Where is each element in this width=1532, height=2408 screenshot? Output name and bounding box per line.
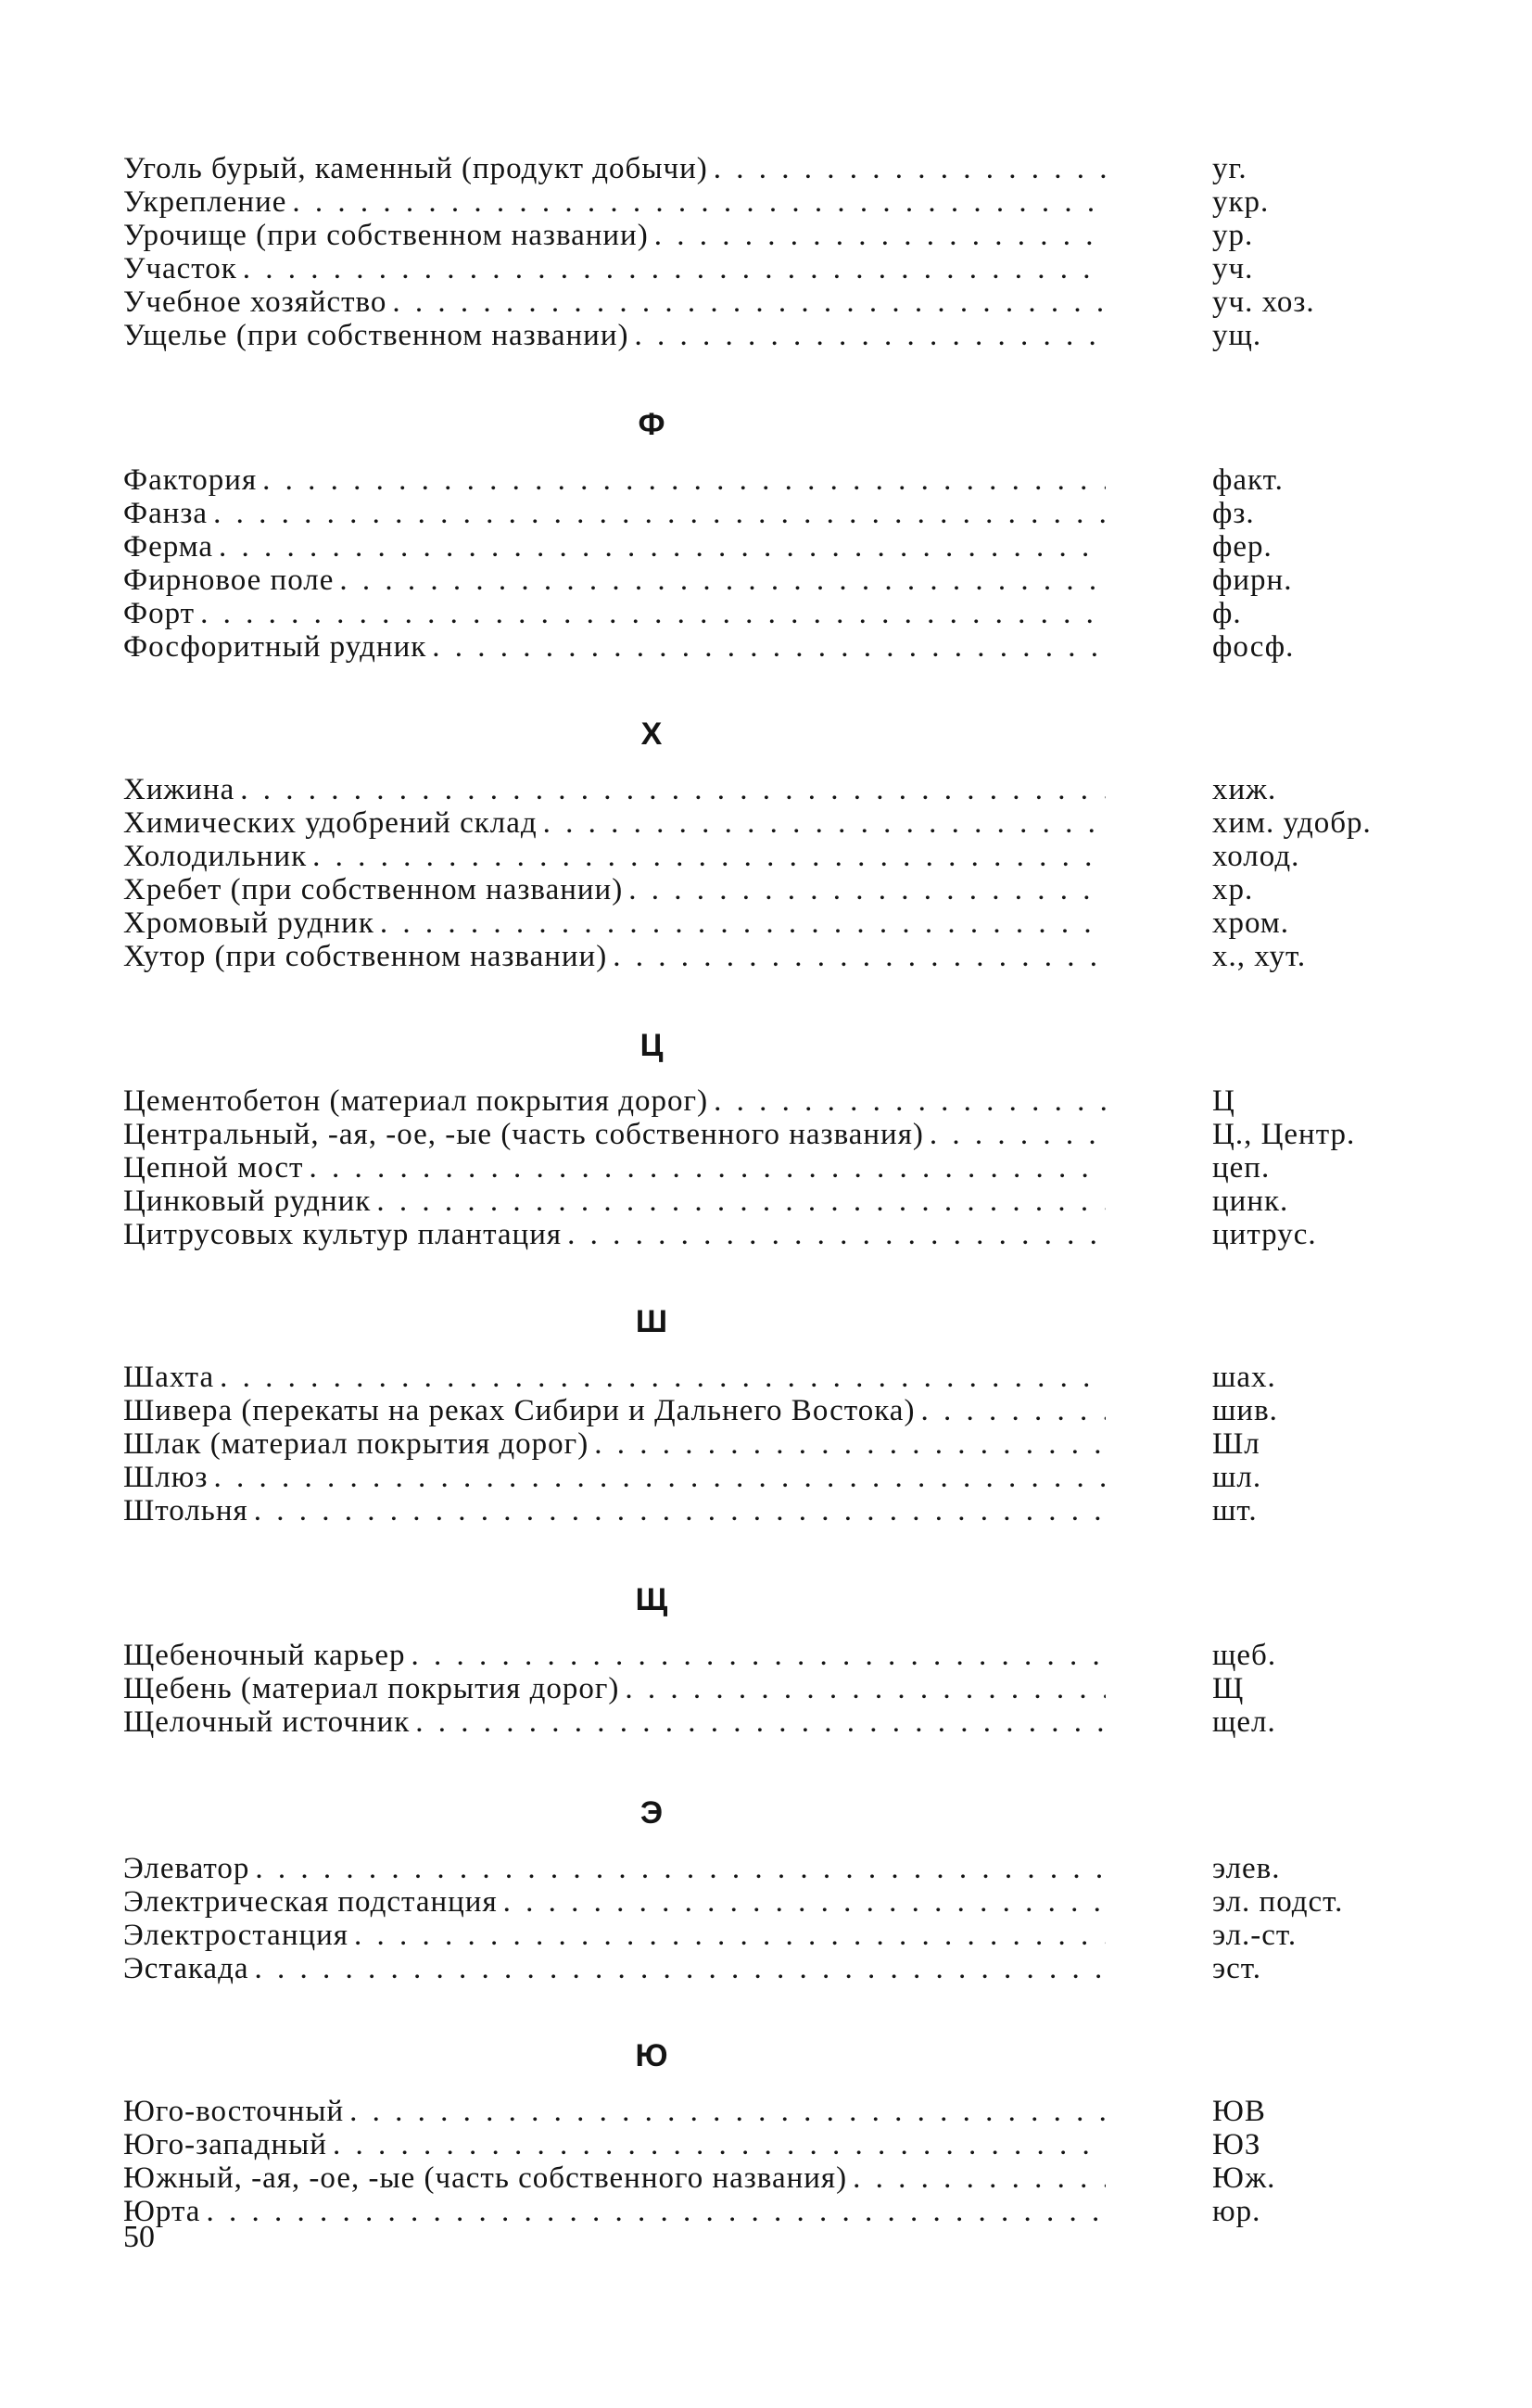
entry-row — [123, 185, 1412, 219]
entry-row — [123, 806, 1412, 840]
dot-leader — [255, 1852, 1106, 1885]
section-letter-heading: Ш — [635, 1304, 668, 1339]
section-continued — [123, 152, 1412, 352]
entry-row — [123, 773, 1412, 806]
entry-row — [123, 840, 1412, 873]
entry-abbreviation: цитрус. — [1212, 1218, 1317, 1251]
entry-term: Урочище (при собственном названии) — [123, 219, 649, 252]
dot-leader — [339, 564, 1106, 597]
entry-abbreviation: хим. удобр. — [1212, 806, 1372, 840]
dot-leader — [292, 185, 1106, 219]
section-Ф — [123, 406, 1412, 664]
section-Ц — [123, 1027, 1412, 1251]
entry-term: Шахта — [123, 1361, 215, 1394]
entry-row — [123, 2128, 1412, 2161]
dot-leader — [920, 1394, 1106, 1427]
dot-leader — [380, 906, 1106, 940]
entry-term: Юго-западный — [123, 2128, 327, 2161]
entry-term: Щебень (материал покрытия дорог) — [123, 1672, 620, 1705]
dot-leader — [262, 463, 1106, 497]
dot-leader — [415, 1705, 1106, 1739]
entry-abbreviation: цинк. — [1212, 1185, 1289, 1218]
section-Э — [123, 1794, 1412, 1985]
dot-leader — [634, 319, 1106, 352]
entry-row — [123, 463, 1412, 497]
entry-term: Штольня — [123, 1494, 248, 1527]
entry-row — [123, 2095, 1412, 2128]
dot-leader — [349, 2095, 1106, 2128]
entry-abbreviation: хиж. — [1212, 773, 1277, 806]
section-Щ — [123, 1581, 1412, 1739]
dot-leader — [200, 597, 1106, 630]
section-letter-heading: Щ — [635, 1582, 668, 1617]
entry-term: Центральный, -ая, -ое, -ые (часть собственного названия) — [123, 1118, 924, 1151]
entry-term: Хромовый рудник — [123, 906, 374, 940]
entry-abbreviation: Щ — [1212, 1672, 1245, 1705]
entry-abbreviation: цеп. — [1212, 1151, 1271, 1185]
entry-term: Шлюз — [123, 1461, 209, 1494]
section-letter-heading: Ц — [639, 1028, 664, 1063]
dot-leader — [220, 1361, 1106, 1394]
dot-leader — [312, 840, 1106, 873]
dot-leader — [543, 806, 1106, 840]
entry-term: Цитрусовых культур плантация — [123, 1218, 563, 1251]
entry-term: Электростанция — [123, 1919, 348, 1952]
dot-leader — [254, 1494, 1106, 1527]
dot-leader — [714, 152, 1106, 185]
entry-abbreviation: холод. — [1212, 840, 1300, 873]
section-letter-heading: Ф — [638, 407, 665, 442]
entry-term: Хижина — [123, 773, 235, 806]
dot-leader — [213, 1461, 1106, 1494]
entry-term: Юрта — [123, 2195, 201, 2228]
entry-row — [123, 564, 1412, 597]
entry-abbreviation: уч. хоз. — [1212, 285, 1315, 319]
entry-term: Электрическая подстанция — [123, 1885, 498, 1919]
entry-row — [123, 252, 1412, 285]
entry-row — [123, 219, 1412, 252]
entry-abbreviation: фер. — [1212, 530, 1272, 564]
entry-row — [123, 1218, 1412, 1251]
entry-abbreviation: элев. — [1212, 1852, 1281, 1885]
entry-term: Форт — [123, 597, 196, 630]
entry-term: Ущелье (при собственном названии) — [123, 319, 629, 352]
entry-abbreviation: шт. — [1212, 1494, 1258, 1527]
dot-leader — [503, 1885, 1106, 1919]
dot-leader — [354, 1919, 1106, 1952]
entry-row — [123, 1852, 1412, 1885]
entry-row — [123, 1394, 1412, 1427]
entry-row — [123, 630, 1412, 664]
entry-term: Фосфоритный рудник — [123, 630, 427, 664]
entry-abbreviation: ЮЗ — [1212, 2128, 1261, 2161]
entry-row — [123, 940, 1412, 973]
entry-row — [123, 2195, 1412, 2228]
section-letter-heading: Э — [639, 1795, 664, 1831]
dot-leader — [240, 773, 1106, 806]
entry-term: Фанза — [123, 497, 209, 530]
abbreviation-list — [123, 152, 1412, 2228]
entry-abbreviation: ф. — [1212, 597, 1242, 630]
entry-row — [123, 906, 1412, 940]
dot-leader — [654, 219, 1106, 252]
entry-row — [123, 1672, 1412, 1705]
entry-term: Щебеночный карьер — [123, 1639, 406, 1672]
section-Ш — [123, 1303, 1412, 1527]
entry-row — [123, 1084, 1412, 1118]
entry-term: Щелочный источник — [123, 1705, 411, 1739]
entry-abbreviation: фз. — [1212, 497, 1255, 530]
entry-term: Хребет (при собственном названии) — [123, 873, 624, 906]
entry-row — [123, 497, 1412, 530]
entry-term: Фирновое поле — [123, 564, 335, 597]
entry-row — [123, 530, 1412, 564]
entry-row — [123, 1494, 1412, 1527]
entry-abbreviation: ур. — [1212, 219, 1254, 252]
entry-term: Цементобетон (материал покрытия дорог) — [123, 1084, 709, 1118]
entry-abbreviation: эст. — [1212, 1952, 1262, 1985]
dot-leader — [567, 1218, 1106, 1251]
entry-abbreviation: хром. — [1212, 906, 1290, 940]
entry-row — [123, 1427, 1412, 1461]
entry-term: Укрепление — [123, 185, 287, 219]
dot-leader — [613, 940, 1106, 973]
entry-abbreviation: хр. — [1212, 873, 1254, 906]
entry-row — [123, 1361, 1412, 1394]
entry-term: Холодильник — [123, 840, 308, 873]
dot-leader — [432, 630, 1106, 664]
entry-row — [123, 319, 1412, 352]
entry-abbreviation: уч. — [1212, 252, 1254, 285]
entry-abbreviation: укр. — [1212, 185, 1270, 219]
entry-abbreviation: х., хут. — [1212, 940, 1307, 973]
entry-row — [123, 1185, 1412, 1218]
entry-row — [123, 1952, 1412, 1985]
entry-abbreviation: Ц — [1212, 1084, 1235, 1118]
entry-row — [123, 1639, 1412, 1672]
entry-row — [123, 1151, 1412, 1185]
dot-leader — [255, 1952, 1106, 1985]
entry-row — [123, 873, 1412, 906]
entry-term: Цепной мост — [123, 1151, 304, 1185]
dot-leader — [333, 2128, 1106, 2161]
entry-abbreviation: фосф. — [1212, 630, 1295, 664]
dot-leader — [714, 1084, 1106, 1118]
entry-abbreviation: щел. — [1212, 1705, 1276, 1739]
dot-leader — [625, 1672, 1106, 1705]
section-Ю — [123, 2037, 1412, 2228]
entry-abbreviation: Шл — [1212, 1427, 1260, 1461]
entry-row — [123, 2161, 1412, 2195]
entry-abbreviation: ущ. — [1212, 319, 1262, 352]
entry-row — [123, 285, 1412, 319]
entry-abbreviation: шл. — [1212, 1461, 1262, 1494]
dot-leader — [411, 1639, 1106, 1672]
entry-abbreviation: юр. — [1212, 2195, 1261, 2228]
dot-leader — [309, 1151, 1106, 1185]
dot-leader — [392, 285, 1106, 319]
section-letter-heading: Ю — [635, 2038, 668, 2073]
entry-row — [123, 1461, 1412, 1494]
entry-row — [123, 1919, 1412, 1952]
entry-row — [123, 1705, 1412, 1739]
dot-leader — [376, 1185, 1106, 1218]
entry-term: Шлак (материал покрытия дорог) — [123, 1427, 589, 1461]
entry-term: Шивера (перекаты на реках Сибири и Дальнего Востока) — [123, 1394, 916, 1427]
entry-row — [123, 1885, 1412, 1919]
entry-term: Фактория — [123, 463, 258, 497]
entry-term: Элеватор — [123, 1852, 250, 1885]
entry-abbreviation: щеб. — [1212, 1639, 1277, 1672]
entry-term: Ферма — [123, 530, 214, 564]
dot-leader — [594, 1427, 1106, 1461]
section-letter-heading: Х — [640, 716, 663, 752]
page-number: 50 — [123, 2220, 155, 2254]
dot-leader — [206, 2195, 1106, 2228]
entry-abbreviation: ЮВ — [1212, 2095, 1266, 2128]
entry-term: Юго-восточный — [123, 2095, 345, 2128]
dot-leader — [853, 2161, 1106, 2195]
dot-leader — [930, 1118, 1106, 1151]
entry-term: Цинковый рудник — [123, 1185, 372, 1218]
entry-abbreviation: шах. — [1212, 1361, 1276, 1394]
dot-leader — [243, 252, 1106, 285]
entry-row — [123, 597, 1412, 630]
entry-term: Участок — [123, 252, 237, 285]
entry-row — [123, 1118, 1412, 1151]
entry-term: Южный, -ая, -ое, -ые (часть собственного названия) — [123, 2161, 848, 2195]
entry-term: Уголь бурый, каменный (продукт добычи) — [123, 152, 708, 185]
dot-leader — [628, 873, 1106, 906]
entry-abbreviation: уг. — [1212, 152, 1247, 185]
entry-abbreviation: эл.-ст. — [1212, 1919, 1298, 1952]
entry-abbreviation: факт. — [1212, 463, 1284, 497]
entry-term: Хутор (при собственном названии) — [123, 940, 608, 973]
entry-row — [123, 152, 1412, 185]
dot-leader — [219, 530, 1106, 564]
entry-abbreviation: шив. — [1212, 1394, 1278, 1427]
dot-leader — [213, 497, 1106, 530]
entry-term: Химических удобрений склад — [123, 806, 538, 840]
section-Х — [123, 716, 1412, 973]
entry-abbreviation: фирн. — [1212, 564, 1293, 597]
entry-term: Учебное хозяйство — [123, 285, 387, 319]
entry-abbreviation: эл. подст. — [1212, 1885, 1344, 1919]
entry-abbreviation: Юж. — [1212, 2161, 1276, 2195]
entry-term: Эстакада — [123, 1952, 249, 1985]
entry-abbreviation: Ц., Центр. — [1212, 1118, 1356, 1151]
